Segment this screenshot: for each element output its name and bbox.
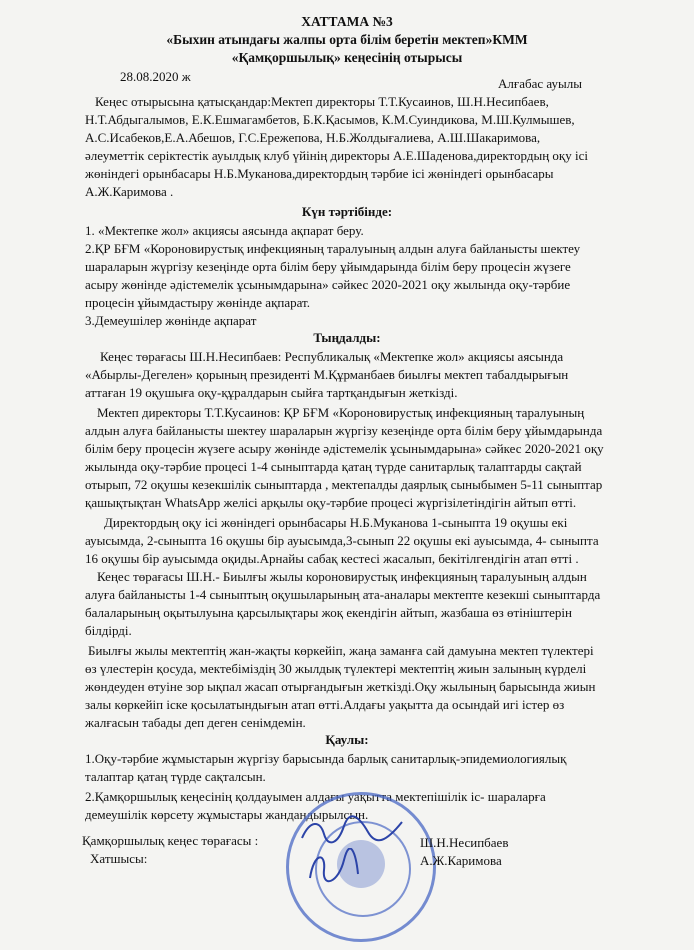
heard-line: аттаған 19 оқушыға оқу-құралдарын сыйға тартқандығын жеткізді.: [85, 385, 458, 400]
heard-line: Кеңес төрағасы Ш.Н.- Биылғы жылы короновирустық инфекцияның таралуының алдын: [97, 569, 587, 584]
agenda-item: 2.ҚР БҒМ «Короновирустық инфекцияның таралуының алдын алуға байланысты шектеу: [85, 241, 581, 256]
heard-line: алуға байланысты 1-4 сыныптың оқушыларының ата-аналары мектепте кезекші сыныптарда: [85, 587, 601, 602]
participants-line: Н.Т.Абдыгалымов, Е.К.Ешмагамбетов, Б.К.Қасымов, К.М.Суиндикова, М.Ш.Кулмышев,: [85, 112, 575, 127]
participants-line: А.Ж.Каримова .: [85, 184, 174, 199]
agenda-item: процесін ұйымдастыру жөнінде ақпарат.: [85, 295, 311, 310]
participants-line: жөніндегі орынбасары Н.Б.Муканова,директордың тәрбие ісі жөніндегі орынбасары: [85, 166, 554, 181]
heard-line: Биылғы жылы мектептің жан-жақты көркейіп, жаңа заманға сай дамуына мектеп түлектері: [88, 643, 594, 658]
meeting-date: 28.08.2020 ж: [120, 69, 191, 84]
agenda-item: шараларын жүргізу кезеңінде орта білім беру ұйымдарында білім беру процесін жүзеге: [85, 259, 571, 274]
agenda-item: асыру жөнінде әдістемелік ұсынымдарына» сәйкес 2020-2021 оқу жылында оқу-тәрбие: [85, 277, 571, 292]
heard-line: «Абырлы-Дегелен» қорының президенті М.Құрманбаев биылғы мектеп табалдырығын: [85, 367, 569, 382]
document-title: ХАТТАМА №3: [301, 14, 393, 29]
heard-line: Кеңес төрағасы Ш.Н.Несипбаев: Республикалық «Мектепке жол» акциясы аясында: [100, 349, 564, 364]
heard-line: білдірді.: [85, 623, 132, 638]
organization-name: «Быхин атындағы жалпы орта білім беретін мектеп»КММ: [166, 32, 528, 47]
heard-line: отырып, 72 оқушы кезекшілік сыныптарда , мектепалды даярлық сыныбымен 5-11 сыныптар: [85, 477, 603, 492]
secretary-name: А.Ж.Каримова: [420, 853, 502, 868]
secretary-signature: [304, 848, 364, 886]
agenda-heading: Күн тәртібінде:: [301, 204, 393, 219]
decision-item: 1.Оқу-тәрбие жұмыстарын жүргізу барысында барлық санитарлық-эпидемиологиялық: [85, 751, 567, 766]
heard-line: Директордың оқу ісі жөніндегі орынбасары Н.Б.Муканова 1-сыныпта 19 оқушы екі: [104, 515, 568, 530]
heard-line: ауысымда, 2-сыныпта 16 оқушы бір ауысымда,3-сынып 22 оқушы екі ауысымда, 4- сыныпта: [85, 533, 599, 548]
heard-line: жалғасын табады деп деген сенімдемін.: [85, 715, 306, 730]
decision-item: демеушілік көрсету жұмыстары жандандырылсын.: [85, 807, 369, 822]
decision-item: талаптар қатаң түрде сақталсын.: [85, 769, 266, 784]
chair-name: Ш.Н.Несипбаев: [420, 835, 509, 850]
heard-heading: Тыңдалды:: [313, 330, 381, 345]
council-name: «Қамқоршылық» кеңесінің отырысы: [231, 50, 463, 65]
secretary-label: Хатшысы:: [90, 851, 148, 866]
heard-line: білім беру процесін жүзеге асыру жөнінде әдістемелік ұсынымдарына» сәйкес 2020-2021 оқу: [85, 441, 604, 456]
meeting-place: Алғабас ауылы: [498, 76, 582, 91]
heard-line: Мектеп директоры Т.Т.Кусаинов: ҚР БҒМ «Короновирустық инфекцияның таралуының: [97, 405, 585, 420]
agenda-item: 3.Демеушілер жөнінде ақпарат: [85, 313, 257, 328]
heard-line: залы көркейіп іске қосылатындығын атап өтті.Алдағы уақытта да осындай игі істер өз: [85, 697, 565, 712]
heard-line: жөндеуден өтуіне зор ықпал жасап отырғандығын жеткізді.Оқу жылының барысында жиын: [85, 679, 596, 694]
participants-line: әлеуметтік серіктестік ауылдық клуб үйінің директоры А.Е.Шаденова,директордың оқу ісі: [85, 148, 588, 163]
heard-line: жылында оқу-тәрбие процесі 1-4 сыныптарда қатаң түрде санитарлық талаптарды сақтай: [85, 459, 582, 474]
heard-line: 16 оқушы бір ауысымда оқиды.Арнайы сабақ кестесі жасалып, бекітілгендігін атап өтті .: [85, 551, 579, 566]
heard-line: алдын алуға байланысты шектеу шараларын жүргізу кезеңінде орта білім беру ұйымдарында: [85, 423, 603, 438]
participants-line: Кеңес отырысына қатысқандар:Мектеп директоры Т.Т.Кусаинов, Ш.Н.Несипбаев,: [95, 94, 549, 109]
decision-item: 2.Қамқоршылық кеңесінің қолдауымен алдағы уақытта мектепішілік іс- шараларға: [85, 789, 546, 804]
participants-line: А.С.Исабеков,Е.А.Абешов, Г.С.Ережепова, Н.Б.Жолдығалиева, А.Ш.Шакаримова,: [85, 130, 541, 145]
heard-line: қашықтықтан WhatsApp желісі арқылы оқу-тәрбие процесі жүргізілетіндігін айтып өтті.: [85, 495, 577, 510]
heard-line: балаларының оқытылуына қарсылықтары жоқ екендігін айтып, жазбаша өз өтініштерін: [85, 605, 572, 620]
decided-heading: Қаулы:: [325, 732, 369, 747]
chair-label: Қамқоршылық кеңес төрағасы :: [82, 833, 259, 848]
chair-signature: [298, 814, 408, 848]
agenda-item: 1. «Мектепке жол» акциясы аясында ақпарат беру.: [85, 223, 364, 238]
heard-line: өз үлестерін қосуда, мектебіміздің 30 жылдық түлектері мектептің жиын залының күрделі: [85, 661, 587, 676]
